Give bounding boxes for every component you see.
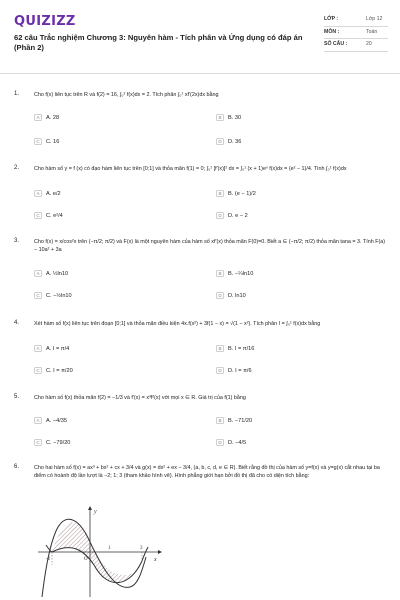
option-text: D. 36 (228, 138, 242, 145)
y-axis-arrow-icon (88, 506, 92, 510)
option-text: B. I = π/16 (228, 345, 255, 352)
quizizz-logo: QUIZIZZ (14, 14, 76, 29)
option-letter-box: A (34, 114, 42, 121)
option-a[interactable] (34, 114, 59, 121)
x-axis-arrow-icon (158, 550, 162, 554)
option-a[interactable] (34, 417, 67, 424)
x-axis-label: x (154, 557, 157, 563)
tick-label: 1 (108, 546, 111, 551)
option-letter-box: D (216, 212, 224, 219)
question-number: 4. (14, 320, 20, 326)
header-divider (0, 73, 400, 74)
tick-label: O (84, 557, 88, 562)
option-text: B. 30 (228, 114, 242, 121)
option-text: A. ½ln10 (46, 270, 69, 277)
option-c[interactable] (34, 138, 59, 145)
option-letter-box: B (216, 114, 224, 121)
option-letter-box: C (34, 292, 42, 299)
option-text: C. −½ln10 (46, 292, 72, 299)
option-text: C. I = π/20 (46, 367, 73, 374)
option-letter-box: D (216, 292, 224, 299)
option-b[interactable] (216, 345, 254, 352)
question-text: Cho hai hàm số f(x) = ax³ + bx² + cx + 3/4 và g(x) = dx² + ex − 3/4, (a, b, c, d, e ∈ R). Biết rằng đồ thị của hàm số y=f(x) và y=g(x) cắt nhau tại ba điểm có hoành độ lần lượt là −2; 1; 3 (tham khảo hình vẽ). Hình phẳng giới hạn bởi đồ thị đã cho có diện tích bằng: (34, 465, 380, 479)
info-row-class (324, 14, 388, 27)
question-text: Cho hàm số f(x) thỏa mãn f(2) = −1/3 và f′(x) = x³f²(x) với mọi x ∈ R. Giá trị của f(1) bằng (34, 395, 246, 401)
question-number: 6. (14, 464, 20, 470)
tick-label: 3 (140, 546, 143, 551)
info-label: SỐ CÂU : (324, 41, 348, 47)
info-value: Toán (366, 28, 378, 35)
option-d[interactable] (216, 212, 248, 219)
page-title: 62 câu Trắc nghiệm Chương 3: Nguyên hàm - Tích phân và Ứng dụng có đáp án (Phần 2) (14, 33, 303, 52)
option-a[interactable] (34, 345, 69, 352)
option-a[interactable] (34, 270, 68, 277)
option-c[interactable] (34, 439, 70, 446)
question-text: Xét hàm số f(x) liên tục trên đoạn [0;1] và thỏa mãn điều kiện 4x.f(x²) + 3f(1 − x) = √(1 − x²). Tích phân I = ∫₀¹ f(x)dx bằng (34, 321, 321, 327)
option-letter-box: D (216, 138, 224, 145)
option-b[interactable] (216, 190, 256, 197)
option-letter-box: A (34, 190, 42, 197)
option-letter-box: C (34, 367, 42, 374)
option-text: B. −¼ln10 (228, 270, 254, 277)
option-b[interactable] (216, 114, 241, 121)
question-number: 1. (14, 91, 20, 97)
option-letter-box: D (216, 439, 224, 446)
question-number: 5. (14, 394, 20, 400)
option-letter-box: D (216, 367, 224, 374)
question-text: Cho hàm số y = f (x) có đạo hàm liên tục trên [0;1] và thỏa mãn f(1) = 0; ∫₀¹ [f′(x)]² dx = ∫₀¹ (x + 1)eˣ f(x)dx = (e² − 1)/4. Tính ∫₀¹ f(x)dx (34, 166, 347, 172)
info-row-subject (324, 27, 388, 40)
info-label: LỚP : (324, 16, 339, 22)
function-graph (34, 505, 164, 600)
option-text: A. e/2 (46, 190, 61, 197)
option-b[interactable] (216, 270, 253, 277)
option-c[interactable] (34, 212, 63, 219)
option-d[interactable] (216, 439, 246, 446)
option-letter-box: B (216, 190, 224, 197)
option-text: B. −71/20 (228, 417, 253, 424)
option-text: D. e − 2 (228, 212, 248, 219)
option-letter-box: B (216, 345, 224, 352)
option-letter-box: A (34, 345, 42, 352)
option-d[interactable] (216, 292, 246, 299)
tick-label: -2 (46, 557, 51, 562)
option-c[interactable] (34, 367, 73, 374)
option-a[interactable] (34, 190, 61, 197)
question-text: Cho f(x) liên tục trên R và f(2) = 16, ∫₀² f(x)dx = 2. Tích phân ∫₀¹ xf′(2x)dx bằng (34, 92, 219, 98)
option-text: D. ln10 (228, 292, 246, 299)
option-text: B. (e − 1)/2 (228, 190, 256, 197)
option-text: D. −4/5 (228, 439, 247, 446)
option-d[interactable] (216, 138, 241, 145)
question-number: 3. (14, 238, 20, 244)
info-value: 20 (366, 41, 372, 47)
info-value: Lớp 12 (366, 16, 383, 22)
option-letter-box: A (34, 417, 42, 424)
option-b[interactable] (216, 417, 252, 424)
option-letter-box: C (34, 212, 42, 219)
option-text: C. 16 (46, 138, 60, 145)
option-letter-box: C (34, 439, 42, 446)
info-label: MÔN : (324, 28, 340, 35)
option-letter-box: B (216, 417, 224, 424)
option-letter-box: B (216, 270, 224, 277)
option-text: C. e²/4 (46, 212, 63, 219)
y-axis-label: y (94, 509, 97, 515)
option-text: A. −4/35 (46, 417, 67, 424)
info-row-count (324, 39, 388, 52)
info-panel (324, 14, 388, 52)
option-text: D. I = π/6 (228, 367, 252, 374)
option-text: A. 28 (46, 114, 60, 121)
option-text: A. I = π/4 (46, 345, 70, 352)
option-c[interactable] (34, 292, 72, 299)
option-letter-box: A (34, 270, 42, 277)
option-d[interactable] (216, 367, 252, 374)
question-text: Cho f(x) = x/cos²x trên (−π/2; π/2) và F(x) là một nguyên hàm của hàm số xf′(x) thỏa mãn F(0)=0. Biết a ∈ (−π/2; π/2) thỏa mãn tana = 3. Tính F(a) − 10a² + 3a (34, 239, 386, 253)
option-text: C. −79/20 (46, 439, 71, 446)
question-number: 2. (14, 165, 20, 171)
option-letter-box: C (34, 138, 42, 145)
